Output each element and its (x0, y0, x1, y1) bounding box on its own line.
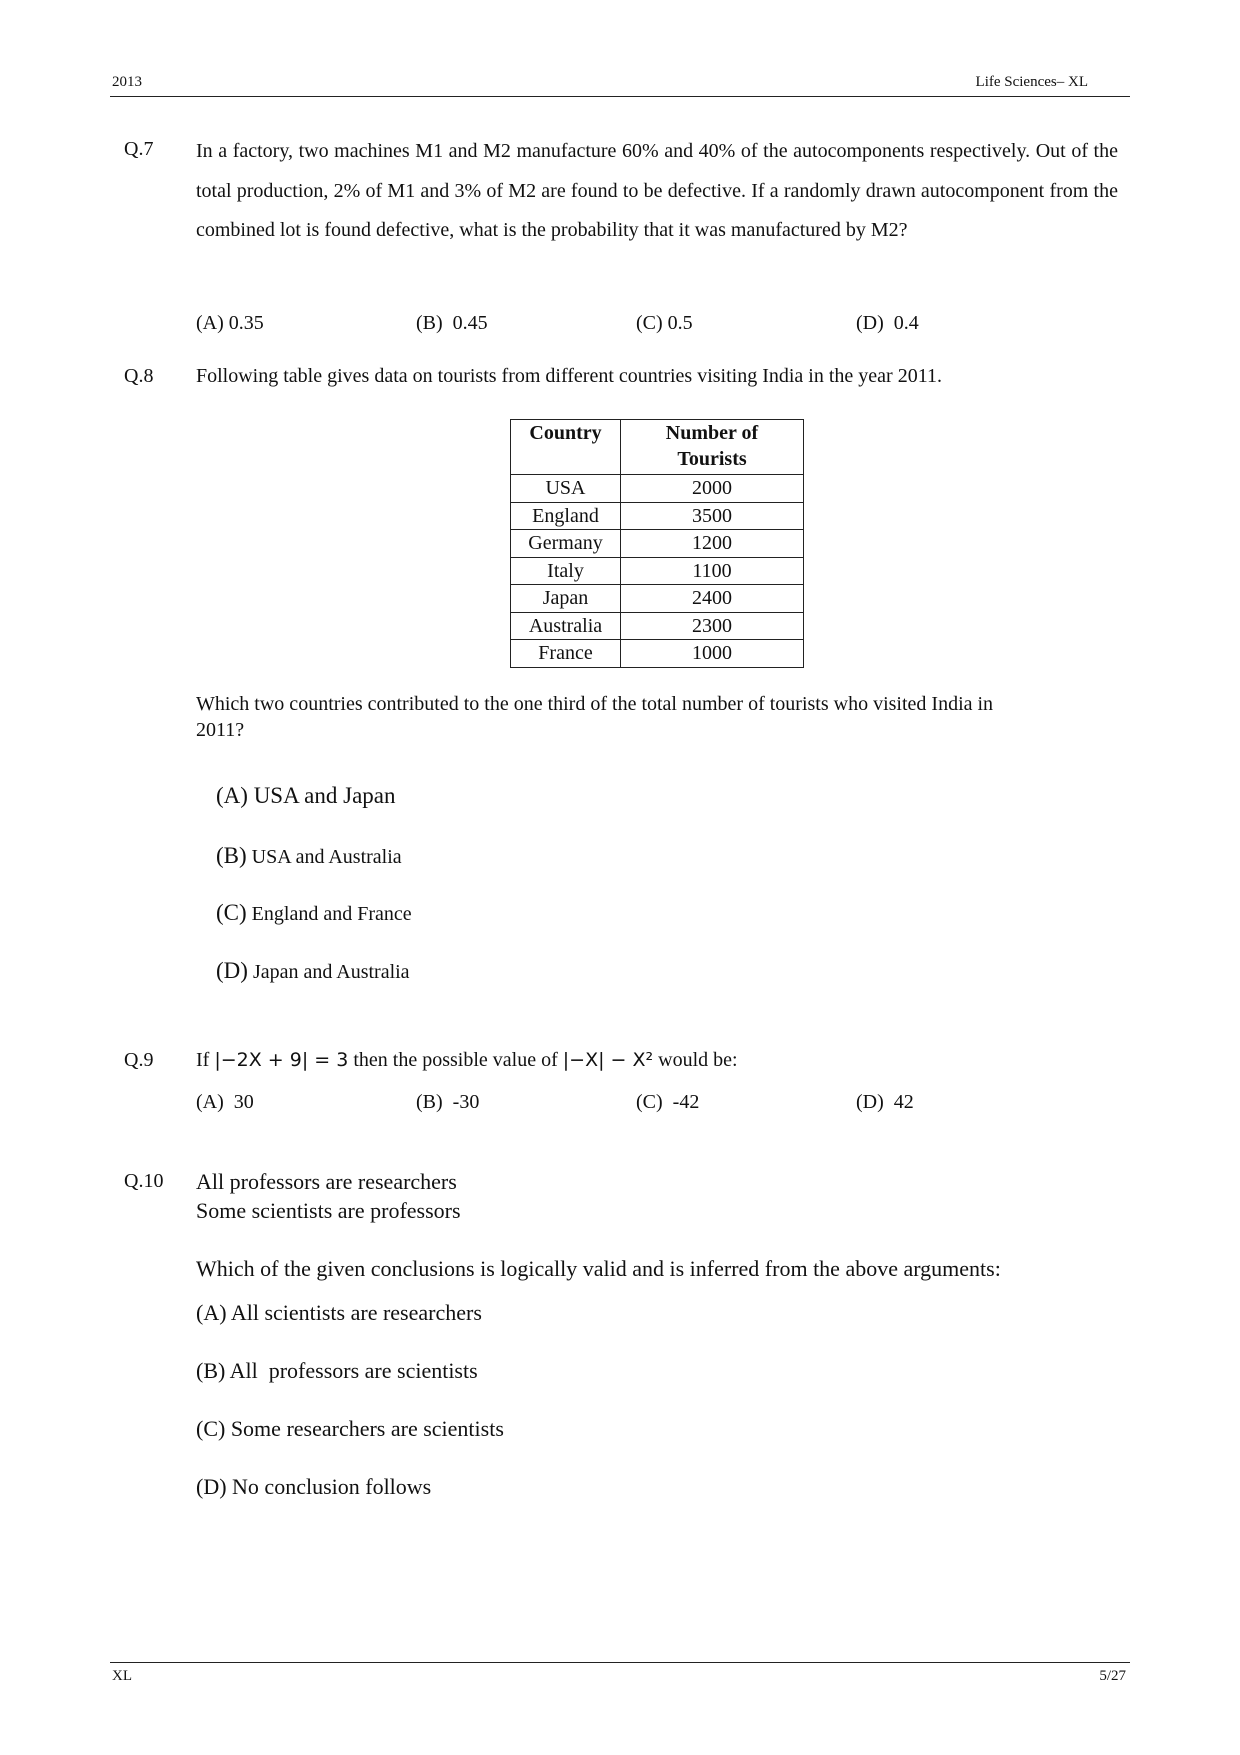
q7-option-d: (D) 0.4 (856, 312, 919, 334)
q10-premise-2: Some scientists are professors (196, 1198, 461, 1223)
footer-code: XL (112, 1668, 132, 1684)
q9-expression: |−X| − X² (562, 1049, 654, 1071)
table-header-tourists-label: Number of Tourists (665, 422, 759, 470)
table-row (511, 557, 804, 585)
q9-middle: then the possible value of (348, 1049, 563, 1071)
footer-divider (110, 1662, 1130, 1663)
table-cell-tourists: 3500 (621, 502, 804, 530)
q10-number: Q.10 (124, 1170, 164, 1192)
header-year: 2013 (112, 74, 142, 90)
header-divider (110, 96, 1130, 97)
footer-page-number: 5/27 (1099, 1668, 1126, 1684)
q8-option-d-text: Japan and Australia (247, 961, 410, 983)
table-cell-tourists: 2000 (621, 475, 804, 503)
table-row (511, 475, 804, 503)
q7-number: Q.7 (124, 138, 154, 160)
q10-option-a: (A) All scientists are researchers (196, 1300, 482, 1325)
q8-option-c-letter: (C) (216, 900, 247, 925)
q7-option-a: (A) 0.35 (196, 312, 264, 334)
q8-option-d-letter: (D) (216, 958, 248, 983)
q9-number: Q.9 (124, 1049, 154, 1071)
q9-text (196, 1049, 738, 1072)
table-row (511, 612, 804, 640)
q9-suffix: would be: (653, 1049, 738, 1071)
table-cell-tourists: 1100 (621, 557, 804, 585)
q9-option-d: (D) 42 (856, 1091, 914, 1113)
header-subject: Life Sciences– XL (975, 74, 1088, 90)
q10-premise-1: All professors are researchers (196, 1169, 457, 1194)
table-cell-country: Australia (511, 612, 621, 640)
q8-number: Q.8 (124, 365, 154, 387)
table-header-row (511, 420, 804, 475)
q7-option-c: (C) 0.5 (636, 312, 693, 334)
q8-question-line2: 2011? (196, 719, 245, 741)
table-cell-country: Japan (511, 585, 621, 613)
q8-option-c-text: England and France (246, 903, 412, 925)
table-header-country: Country (511, 420, 621, 475)
q7-options (196, 312, 1076, 335)
q8-option-a-letter: (A) (216, 783, 248, 808)
q7-text: In a factory, two machines M1 and M2 manufacture 60% and 40% of the autocomponents respectively. Out of the total production, 2% of M1 and 3% of M2 are found to be defective. If a randomly drawn autocomponent from the combined lot is found defective, what is the probability that it was manufactured by M2? (196, 140, 1118, 241)
table-row (511, 585, 804, 613)
table-cell-country: Italy (511, 557, 621, 585)
table-row (511, 640, 804, 668)
q8-question-line1: Which two countries contributed to the one third of the total number of tourists who visited India in (196, 693, 994, 715)
q9-option-a: (A) 30 (196, 1091, 254, 1113)
q8-option-b-letter: (B) (216, 843, 247, 868)
q9-option-c: (C) -42 (636, 1091, 700, 1113)
q9-options (196, 1091, 1076, 1114)
q10-question: Which of the given conclusions is logically valid and is inferred from the above arguments: (196, 1256, 1001, 1281)
table-row (511, 502, 804, 530)
q8-option-a-text: USA and Japan (247, 783, 396, 808)
tourist-table (510, 419, 804, 668)
q9-prefix: If (196, 1049, 215, 1071)
table-cell-tourists: 2300 (621, 612, 804, 640)
table-cell-country: France (511, 640, 621, 668)
table-row (511, 530, 804, 558)
q9-option-b: (B) -30 (416, 1091, 480, 1113)
q8-option-d (196, 935, 410, 1007)
q8-intro: Following table gives data on tourists from different countries visiting India in the year 2011. (196, 365, 942, 387)
q10-option-c: (C) Some researchers are scientists (196, 1416, 504, 1441)
table-cell-tourists: 2400 (621, 585, 804, 613)
q9-equation: |−2X + 9| = 3 (214, 1049, 349, 1071)
table-cell-tourists: 1000 (621, 640, 804, 668)
table-cell-country: Germany (511, 530, 621, 558)
q10-option-b: (B) All professors are scientists (196, 1358, 478, 1383)
q8-option-b-text: USA and Australia (246, 846, 402, 868)
table-cell-country: USA (511, 475, 621, 503)
q10-option-d: (D) No conclusion follows (196, 1474, 432, 1499)
q7-option-b: (B) 0.45 (416, 312, 488, 334)
table-cell-country: England (511, 502, 621, 530)
table-header-tourists (621, 420, 804, 475)
table-cell-tourists: 1200 (621, 530, 804, 558)
